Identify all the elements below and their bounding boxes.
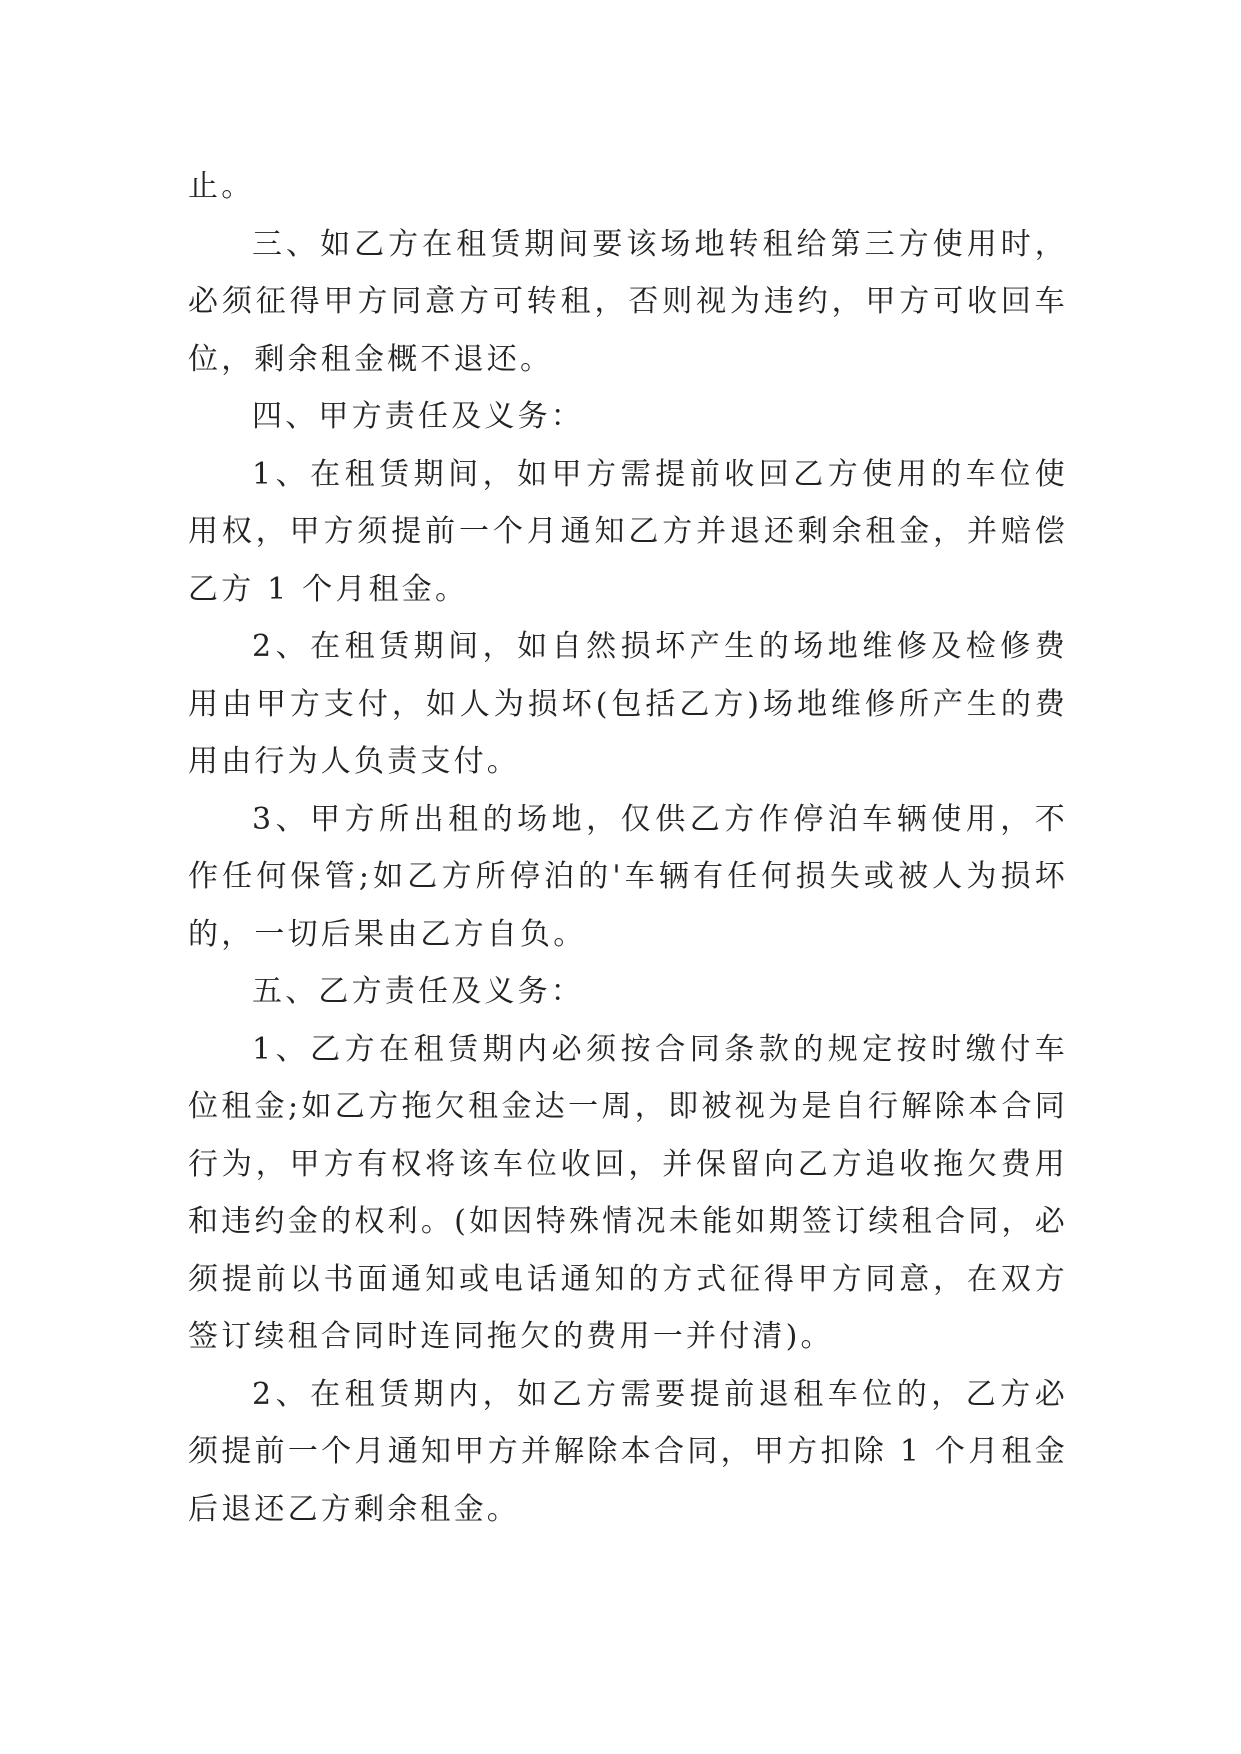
document-body [188, 158, 1068, 1538]
heading-party-a-duties: 四、甲方责任及义务： [252, 399, 584, 434]
party-a-item-2: 2、在租赁期间，如自然损坏产生的场地维修及检修费用由甲方支付，如人为损坏(包括乙方)场地维修所产生的费用由行为人负责支付。 [188, 629, 1068, 779]
party-b-item-1: 1、乙方在租赁期内必须按合同条款的规定按时缴付车位租金;如乙方拖欠租金达一周，即被视为是自行解除本合同行为，甲方有权将该车位收回，并保留向乙方追收拖欠费用和违约金的权利。(如因特殊情况未能如期签订续租合同，必须提前以书面通知或电话通知的方式征得甲方同意，在双方签订续租合同时连同拖欠的费用一并付清)。 [188, 1031, 1068, 1354]
heading-party-b-duties: 五、乙方责任及义务： [252, 974, 584, 1009]
paragraph-continuation: 止。 [188, 169, 255, 204]
clause-three-sublease: 三、如乙方在租赁期间要该场地转租给第三方使用时，必须征得甲方同意方可转租，否则视为违约，甲方可收回车位，剩余租金概不退还。 [188, 226, 1068, 377]
party-b-item-2: 2、在租赁期内，如乙方需要提前退租车位的，乙方必须提前一个月通知甲方并解除本合同，甲方扣除 1 个月租金后退还乙方剩余租金。 [188, 1376, 1068, 1527]
party-a-item-3: 3、甲方所出租的场地，仅供乙方作停泊车辆使用，不作任何保管;如乙方所停泊的'车辆有任何损失或被人为损坏的，一切后果由乙方自负。 [188, 801, 1068, 952]
party-a-item-1: 1、在租赁期间，如甲方需提前收回乙方使用的车位使用权，甲方须提前一个月通知乙方并退还剩余租金，并赔偿乙方 1 个月租金。 [188, 456, 1068, 607]
